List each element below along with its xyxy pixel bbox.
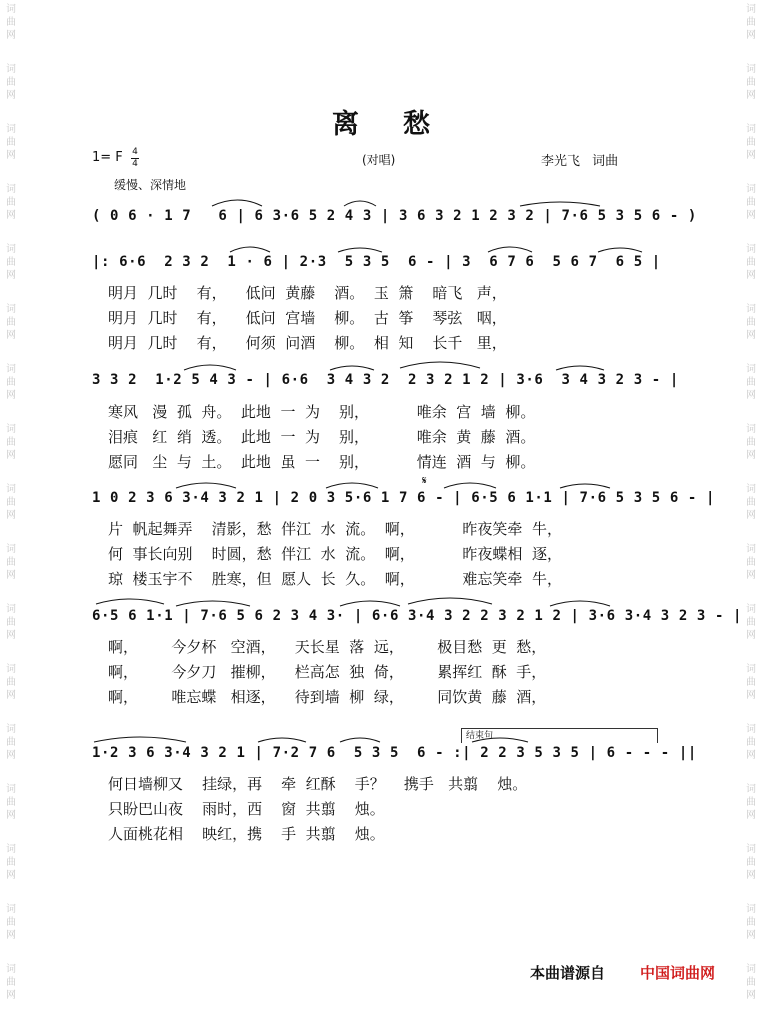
time-signature-bottom: 4 (132, 159, 138, 169)
watermark-glyph: 网 (746, 390, 756, 401)
watermark-glyph: 网 (746, 330, 756, 341)
watermark-glyph: 网 (6, 150, 16, 161)
slur-2 (344, 201, 376, 206)
watermark-glyph: 网 (6, 30, 16, 41)
song-title: 离愁 (332, 109, 474, 140)
watermark-glyph: 词 (6, 844, 16, 855)
watermark-glyph: 曲 (6, 617, 16, 628)
slur-15 (560, 484, 610, 488)
slur-9 (330, 366, 374, 370)
watermark-glyph: 曲 (746, 137, 756, 148)
watermark-glyph: 曲 (746, 977, 756, 988)
lyric-verse1-line5: 何日墙柳又 挂绿，再 牵 红酥 手？ 携手 共翦 烛。 (108, 775, 528, 793)
watermark-glyph: 网 (6, 870, 16, 881)
watermark-glyph: 曲 (746, 797, 756, 808)
watermark-glyph: 曲 (6, 977, 16, 988)
watermark-glyph: 词 (6, 124, 16, 135)
watermark-glyph: 曲 (6, 797, 16, 808)
lyric-verse2-line4: 啊， 今夕刀 摧柳， 栏高怎 独 倚， 累挥红 酥 手， (108, 663, 547, 681)
watermark-glyph: 网 (746, 210, 756, 221)
lyric-verse3-line4: 啊， 唯忘蝶 相逐， 待到墙 柳 绿， 同饮黄 藤 酒， (108, 688, 547, 706)
watermark-glyph: 词 (6, 304, 16, 315)
watermark-glyph: 网 (6, 690, 16, 701)
slur-13 (326, 483, 378, 488)
watermark-glyph: 词 (6, 484, 16, 495)
composer-credit: 李光飞 词曲 (541, 154, 619, 169)
watermark-glyph: 词 (746, 484, 756, 495)
watermark-glyph: 曲 (6, 557, 16, 568)
time-signature (131, 148, 139, 169)
watermark-glyph: 曲 (6, 377, 16, 388)
watermark-glyph: 词 (6, 244, 16, 255)
slur-4 (230, 247, 270, 252)
watermark-glyph: 网 (746, 450, 756, 461)
watermark-glyph: 网 (746, 30, 756, 41)
slur-14 (444, 483, 496, 488)
watermark-glyph: 网 (746, 270, 756, 281)
notation-line-4: 1 0 2 3 6 3·4 3 2 1 | 2 0 3 5·6 1 7 6 - | 6·5 6 1·1 | 7·6 5 3 5 6 - | (92, 490, 715, 506)
watermark-column-left (0, 0, 22, 1010)
watermark-glyph: 词 (6, 4, 16, 15)
watermark-glyph: 曲 (6, 77, 16, 88)
watermark-glyph: 词 (746, 604, 756, 615)
watermark-glyph: 词 (746, 244, 756, 255)
watermark-glyph: 网 (6, 630, 16, 641)
key-signature: 1= F (92, 150, 123, 165)
watermark-glyph: 词 (746, 844, 756, 855)
watermark-glyph: 网 (746, 810, 756, 821)
watermark-glyph: 网 (746, 930, 756, 941)
slur-7 (598, 248, 642, 252)
watermark-glyph: 曲 (746, 317, 756, 328)
watermark-glyph: 网 (6, 750, 16, 761)
watermark-glyph: 网 (6, 90, 16, 101)
lyric-verse2-line2: 泪痕 红 绡 透。 此地 一 为 别， 唯余 黄 藤 酒。 (108, 428, 536, 446)
watermark-glyph: 曲 (6, 737, 16, 748)
watermark-glyph: 网 (6, 930, 16, 941)
slur-22 (258, 738, 306, 742)
site-link[interactable]: 中国词曲网 (640, 964, 716, 982)
slur-18 (340, 601, 400, 606)
watermark-glyph: 网 (6, 450, 16, 461)
lyric-verse1-line4: 啊， 今夕杯 空酒， 天长星 落 远， 极目愁 更 愁， (108, 638, 547, 656)
slur-10 (400, 362, 480, 368)
watermark-glyph: 曲 (746, 917, 756, 928)
lyric-verse3-line5: 人面桃花相 映红，携 手 共翦 烛。 (108, 825, 385, 843)
watermark-glyph: 曲 (746, 737, 756, 748)
watermark-glyph: 曲 (6, 137, 16, 148)
segno-sign: 𝄋 (422, 474, 427, 487)
slur-16 (96, 599, 164, 604)
watermark-glyph: 网 (6, 210, 16, 221)
watermark-glyph: 网 (6, 270, 16, 281)
watermark-glyph: 曲 (6, 437, 16, 448)
watermark-glyph: 词 (746, 664, 756, 675)
watermark-glyph: 词 (746, 124, 756, 135)
watermark-glyph: 网 (746, 510, 756, 521)
watermark-glyph: 曲 (6, 677, 16, 688)
watermark-glyph: 网 (746, 870, 756, 881)
watermark-glyph: 网 (746, 630, 756, 641)
tempo-marking: 缓慢、深情地 (114, 178, 187, 192)
watermark-glyph: 网 (6, 810, 16, 821)
watermark-glyph: 网 (746, 990, 756, 1001)
slur-17 (176, 601, 250, 606)
watermark-glyph: 词 (6, 964, 16, 975)
slur-3 (520, 202, 600, 206)
watermark-glyph: 曲 (6, 857, 16, 868)
watermark-glyph: 曲 (746, 17, 756, 28)
slur-11 (556, 366, 604, 370)
watermark-glyph: 词 (6, 364, 16, 375)
lyric-verse1-line1: 明月 几时 有， 低问 黄藤 酒。 玉 箫 暗飞 声， (108, 284, 507, 302)
slur-19 (408, 598, 492, 604)
slur-6 (488, 247, 532, 252)
slur-12 (176, 483, 236, 488)
watermark-glyph: 曲 (746, 197, 756, 208)
watermark-glyph: 网 (746, 750, 756, 761)
watermark-glyph: 词 (6, 184, 16, 195)
lyric-verse3-line1: 明月 几时 有， 何须 问酒 柳。 相 知 长千 里， (108, 334, 507, 352)
lyric-verse2-line1: 明月 几时 有， 低问 宫墙 柳。 古 筝 琴弦 咽， (108, 309, 507, 327)
watermark-glyph: 曲 (6, 917, 16, 928)
slur-8 (184, 365, 236, 370)
watermark-glyph: 曲 (6, 257, 16, 268)
lyric-verse2-line5: 只盼巴山夜 雨时，西 窗 共翦 烛。 (108, 800, 385, 818)
lyric-verse1-line3: 片 帆起舞弄 清影，愁 伴江 水 流。 啊， 昨夜笑牵 牛， (108, 520, 562, 538)
slur-21 (94, 737, 186, 742)
coda-bracket (461, 728, 658, 743)
watermark-glyph: 词 (6, 724, 16, 735)
notation-line-1: ( 0 6 · 1 7 6 | 6 3·6 5 2 4 3 | 3 6 3 2 1 2 3 2 | 7·6 5 3 5 6 - ) (92, 208, 697, 224)
watermark-glyph: 词 (746, 424, 756, 435)
watermark-glyph: 曲 (746, 497, 756, 508)
watermark-glyph: 网 (746, 150, 756, 161)
lyric-verse3-line3: 琼 楼玉宇不 胜寒，但 愿人 长 久。 啊， 难忘笑牵 牛， (108, 570, 562, 588)
watermark-glyph: 网 (6, 330, 16, 341)
duet-label: (对唱) (362, 153, 396, 167)
notation-line-6: 1·2 3 6 3·4 3 2 1 | 7·2 7 6 5 3 5 6 - :| 2 2 3 5 3 5 | 6 - - - || (92, 745, 697, 761)
watermark-glyph: 词 (746, 4, 756, 15)
watermark-glyph: 词 (6, 784, 16, 795)
coda-label: 结束句 (466, 731, 494, 741)
watermark-glyph: 曲 (746, 437, 756, 448)
watermark-glyph: 网 (6, 990, 16, 1001)
watermark-glyph: 词 (6, 424, 16, 435)
watermark-glyph: 词 (746, 184, 756, 195)
watermark-glyph: 曲 (746, 257, 756, 268)
watermark-glyph: 曲 (6, 17, 16, 28)
watermark-glyph: 曲 (746, 857, 756, 868)
watermark-glyph: 网 (6, 390, 16, 401)
watermark-glyph: 词 (6, 604, 16, 615)
watermark-glyph: 曲 (746, 77, 756, 88)
watermark-glyph: 词 (746, 784, 756, 795)
watermark-glyph: 曲 (746, 617, 756, 628)
lyric-verse2-line3: 何 事长向别 时圆，愁 伴江 水 流。 啊， 昨夜蝶相 逐， (108, 545, 562, 563)
watermark-glyph: 曲 (746, 377, 756, 388)
watermark-glyph: 曲 (6, 197, 16, 208)
watermark-glyph: 词 (746, 304, 756, 315)
watermark-glyph: 网 (6, 570, 16, 581)
watermark-column-right (740, 0, 762, 1010)
watermark-glyph: 词 (746, 904, 756, 915)
watermark-glyph: 网 (746, 570, 756, 581)
time-signature-top: 4 (132, 147, 138, 157)
notation-line-2: |: 6·6 2 3 2 1 · 6 | 2·3 5 3 5 6 - | 3 6 7 6 5 6 7 6 5 | (92, 254, 661, 270)
source-credit: 本曲谱源自 (530, 964, 606, 982)
watermark-glyph: 词 (6, 544, 16, 555)
watermark-glyph: 词 (746, 964, 756, 975)
slur-23 (340, 738, 380, 742)
slur-5 (338, 248, 382, 252)
watermark-glyph: 曲 (6, 317, 16, 328)
watermark-glyph: 词 (746, 544, 756, 555)
watermark-glyph: 曲 (6, 497, 16, 508)
slur-1 (212, 200, 262, 206)
watermark-glyph: 词 (6, 904, 16, 915)
notation-line-5: 6·5 6 1·1 | 7·6 5 6 2 3 4 3· | 6·6 3·4 3 2 2 3 2 1 2 | 3·6 3·4 3 2 3 - | (92, 608, 743, 624)
watermark-glyph: 词 (746, 724, 756, 735)
watermark-glyph: 词 (6, 664, 16, 675)
lyric-verse3-line2: 愿同 尘 与 土。 此地 虽 一 别， 情连 酒 与 柳。 (108, 453, 536, 471)
watermark-glyph: 词 (746, 64, 756, 75)
notation-line-3: 3 3 2 1·2 5 4 3 - | 6·6 3 4 3 2 2 3 2 1 2 | 3·6 3 4 3 2 3 - | (92, 372, 679, 388)
watermark-glyph: 网 (746, 690, 756, 701)
slur-20 (550, 601, 610, 606)
watermark-glyph: 曲 (746, 557, 756, 568)
watermark-glyph: 网 (6, 510, 16, 521)
watermark-glyph: 词 (746, 364, 756, 375)
watermark-glyph: 网 (746, 90, 756, 101)
lyric-verse1-line2: 寒风 漫 孤 舟。 此地 一 为 别， 唯余 宫 墙 柳。 (108, 403, 536, 421)
watermark-glyph: 曲 (746, 677, 756, 688)
watermark-glyph: 词 (6, 64, 16, 75)
